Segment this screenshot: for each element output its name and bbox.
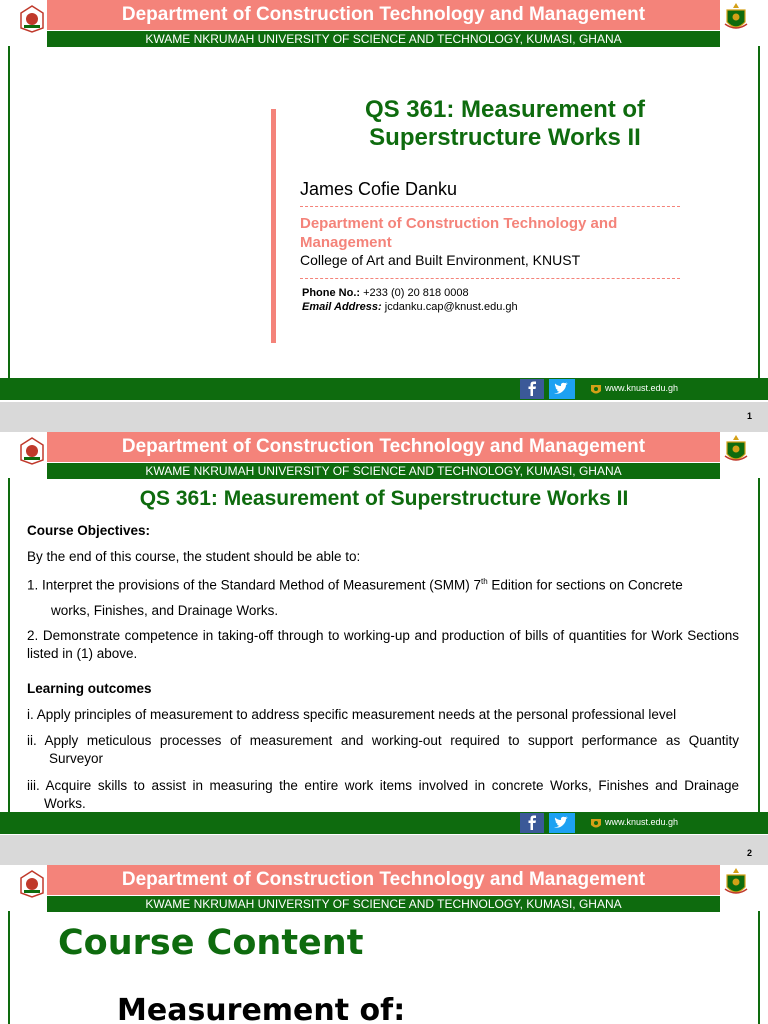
university-banner: KWAME NKRUMAH UNIVERSITY OF SCIENCE AND TECHNOLOGY, KUMASI, GHANA [47,463,720,479]
outcome-2-cont: Surveyor [49,750,104,766]
slide-border-right [758,478,760,812]
email-address[interactable]: jcdanku.cap@knust.edu.gh [384,301,518,313]
university-banner: KWAME NKRUMAH UNIVERSITY OF SCIENCE AND TECHNOLOGY, KUMASI, GHANA [47,896,720,912]
author-name: James Cofie Danku [300,179,458,199]
coat-of-arms-icon [723,2,749,34]
facebook-icon[interactable] [520,813,544,833]
objectives-heading: Course Objectives: [27,523,151,538]
slide-border-right [758,46,760,378]
phone-label: Phone No.: [302,287,361,299]
outcomes-heading: Learning outcomes [27,680,152,696]
objective-2: 2. Demonstrate competence in taking-off through to working-up and production of bills of quantities for Work Sections listed in (1) above. [27,627,739,661]
slide-3 [0,865,768,1024]
slide-border-right [758,911,760,1024]
twitter-icon[interactable] [549,379,575,399]
knust-logo-icon [18,4,46,34]
facebook-icon[interactable] [520,379,544,399]
outcome-3-cont: Works. [44,795,86,811]
slide-footer [0,378,768,400]
outcome-2: ii. Apply meticulous processes of measurement and working-out required to support performance as Quantity [27,732,739,748]
contact-block [302,286,518,314]
university-banner: KWAME NKRUMAH UNIVERSITY OF SCIENCE AND TECHNOLOGY, KUMASI, GHANA [47,31,720,47]
section-title: Course Content [58,923,364,963]
department-banner: Department of Construction Technology and Management [47,0,720,30]
slide-border-left [8,46,10,378]
phone-number: +233 (0) 20 818 0008 [363,287,469,299]
page-number: 1 [746,411,752,421]
author-department: Department of Construction Technology and Management [300,215,618,251]
objectives-body [27,522,739,813]
divider [300,206,680,207]
objective-1-cont: works, Finishes, and Drainage Works. [51,602,279,618]
slide-footer [0,812,768,834]
coat-of-arms-icon [589,816,603,830]
slide-border-left [8,911,10,1024]
course-title: QS 361: Measurement of Superstructure Works II [364,96,646,151]
course-title: QS 361: Measurement of Superstructure Works II [139,487,629,510]
objectives-intro: By the end of this course, the student should be able to: [27,549,361,564]
knust-logo-icon [18,869,46,899]
coat-of-arms-icon [589,382,603,396]
outcome-3: iii. Acquire skills to assist in measuring the entire work items involved in concrete Works, Finishes and Drainage [27,777,739,793]
email-label: Email Address: [302,301,382,313]
slide-border-left [8,478,10,812]
author-college: College of Art and Built Environment, KNUST [300,252,581,268]
knust-logo-icon [18,436,46,466]
twitter-icon[interactable] [549,813,575,833]
divider [300,278,680,279]
page-number: 2 [746,848,752,858]
department-banner: Department of Construction Technology and Management [47,432,720,462]
slide-2 [0,432,768,835]
coat-of-arms-icon [723,434,749,466]
outcome-1: i. Apply principles of measurement to address specific measurement needs at the personal professional level [27,706,677,722]
website-link[interactable]: www.knust.edu.gh [605,383,679,393]
website-link[interactable]: www.knust.edu.gh [605,817,679,827]
section-subtitle: Measurement of: [117,993,406,1024]
accent-bar [271,109,276,343]
slide-1 [0,0,768,402]
department-banner: Department of Construction Technology and Management [47,865,720,895]
objective-1: 1. Interpret the provisions of the Standard Method of Measurement (SMM) 7th Edition for sections on Concrete [27,577,683,593]
coat-of-arms-icon [723,867,749,899]
